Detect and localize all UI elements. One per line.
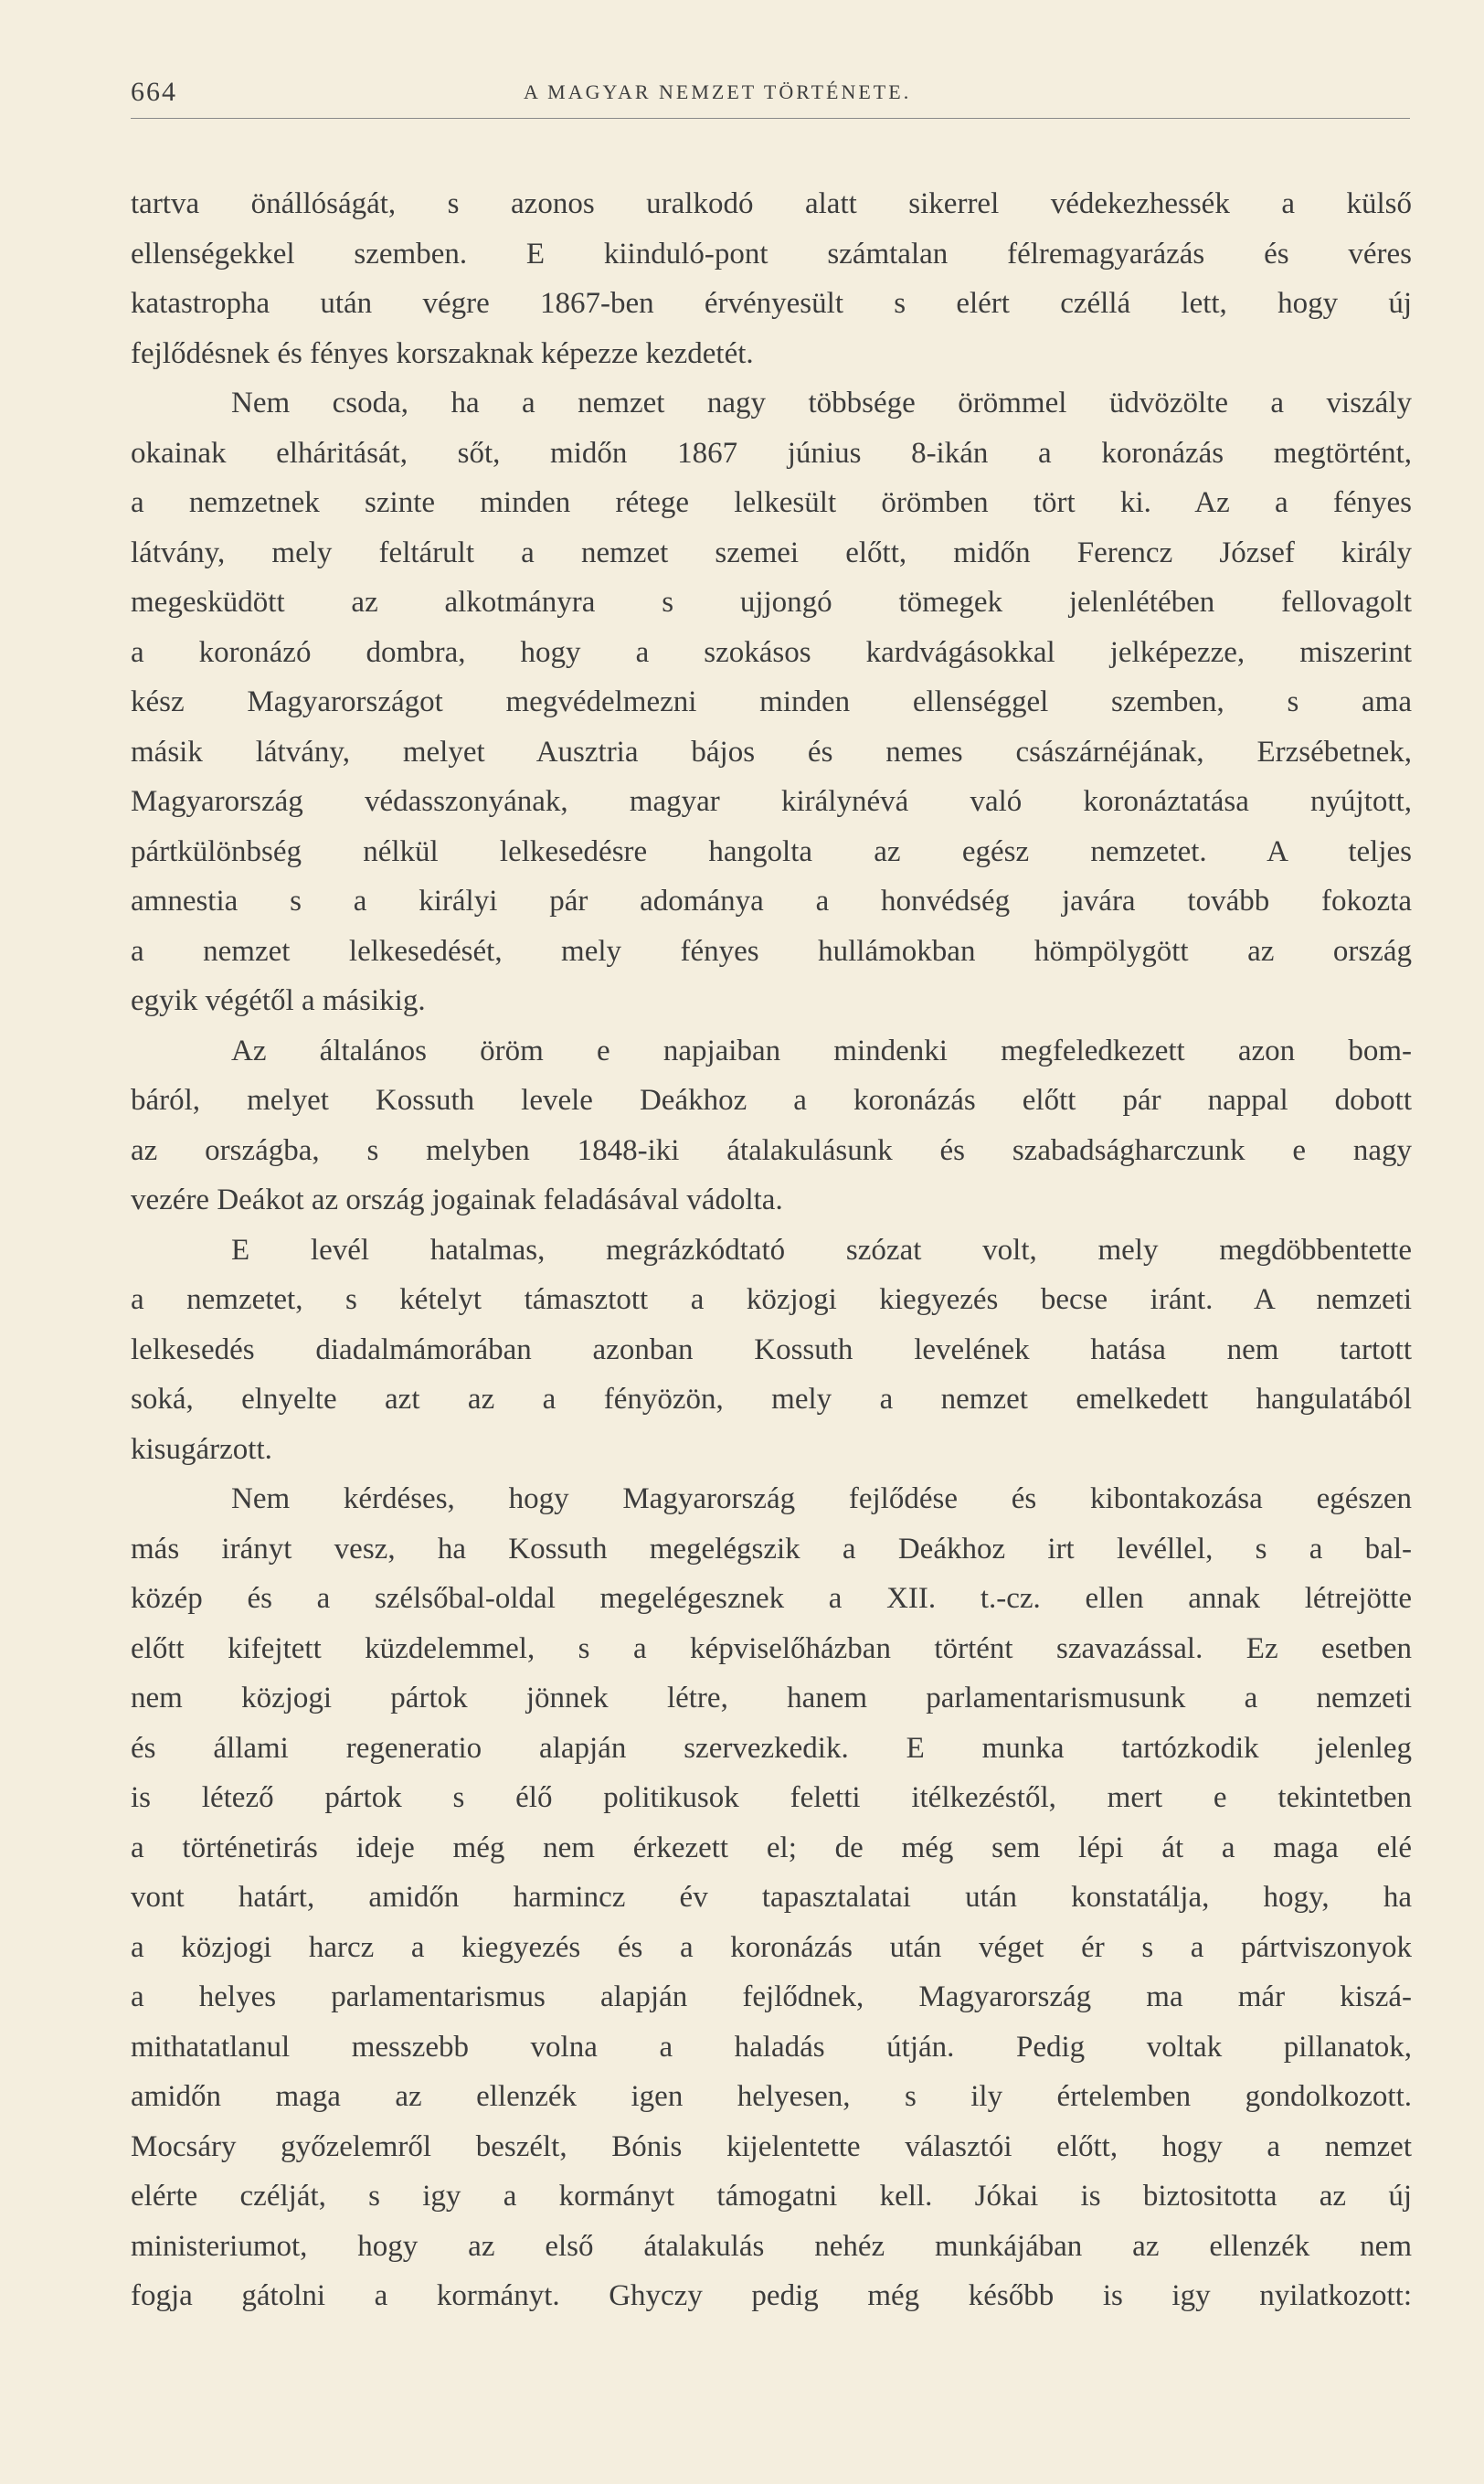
- text-line: ellenségekkel szemben. E kiinduló-pont számtalan félremagyarázás és véres: [131, 237, 1412, 271]
- text-line: is létező pártok s élő politikusok feletti itélkezéstől, mert e tekintetben: [131, 1781, 1412, 1814]
- text-line: Az általános öröm e napjaiban mindenki megfeledkezett azon bom-: [231, 1034, 1412, 1067]
- text-line: megesküdött az alkotmányra s ujjongó tömegek jelenlétében fellovagolt: [131, 586, 1412, 619]
- page-number: 664: [131, 77, 177, 107]
- text-line: a közjogi harcz a kiegyezés és a koronázás után véget ér s a pártviszonyok: [131, 1930, 1412, 1964]
- text-line: vezére Deákot az ország jogainak feladásával vádolta.: [131, 1184, 783, 1216]
- text-line: lelkesedés diadalmámorában azonban Kossuth levelének hatása nem tartott: [131, 1332, 1412, 1366]
- text-line: kész Magyarországot megvédelmezni minden ellenséggel szemben, s ama: [131, 685, 1412, 718]
- text-line: előtt kifejtett küzdelemmel, s a képviselőházban történt szavazással. Ez esetben: [131, 1631, 1412, 1665]
- text-line: fejlődésnek és fényes korszaknak képezze kezdetét.: [131, 336, 754, 370]
- text-line: Mocsáry győzelemről beszélt, Bónis kijelentette választói előtt, hogy a nemzet: [131, 2129, 1412, 2163]
- text-line: báról, melyet Kossuth levele Deákhoz a koronázás előtt pár nappal dobott: [131, 1084, 1412, 1117]
- text-line: a nemzet lelkesedését, mely fényes hullámokban hömpölygött az ország: [131, 934, 1412, 968]
- text-line: okainak elháritását, sőt, midőn 1867 június 8-ikán a koronázás megtörtént,: [131, 436, 1412, 470]
- text-line: Magyarország védasszonyának, magyar királynévá való koronáztatása nyújtott,: [131, 785, 1412, 818]
- text-line: a nemzetet, s kételyt támasztott a közjogi kiegyezés becse iránt. A nemzeti: [131, 1283, 1412, 1316]
- text-line: katastropha után végre 1867-ben érvényesült s elért czéllá lett, hogy új: [131, 287, 1412, 320]
- text-line: és állami regeneratio alapján szervezkedik. E munka tartózkodik jelenleg: [131, 1731, 1412, 1765]
- text-line: elérte czélját, s igy a kormányt támogatni kell. Jókai is biztositotta az új: [131, 2180, 1412, 2213]
- text-line: közép és a szélsőbal-oldal megelégesznek a XII. t.-cz. ellen annak létrejötte: [131, 1582, 1412, 1615]
- text-line: látvány, mely feltárult a nemzet szemei előtt, midőn Ferencz József király: [131, 536, 1412, 569]
- text-line: az országba, s melyben 1848-iki átalakulásunk és szabadságharczunk e nagy: [131, 1133, 1412, 1167]
- text-line: pártkülönbség nélkül lelkesedésre hangolta az egész nemzetet. A teljes: [131, 834, 1412, 868]
- text-line: amidőn maga az ellenzék igen helyesen, s ily értelemben gondolkozott.: [131, 2080, 1412, 2113]
- text-line: vont határt, amidőn harmincz év tapasztalatai után konstatálja, hogy, ha: [131, 1881, 1412, 1914]
- text-line: mithatatlanul messzebb volna a haladás útján. Pedig voltak pillanatok,: [131, 2030, 1412, 2064]
- text-line: E levél hatalmas, megrázkódtató szózat volt, mely megdöbbentette: [231, 1233, 1412, 1267]
- text-line: másik látvány, melyet Ausztria bájos és nemes császárnéjának, Erzsébetnek,: [131, 735, 1412, 769]
- text-line: fogja gátolni a kormányt. Ghyczy pedig még később is igy nyilatkozott:: [131, 2279, 1412, 2312]
- text-line: más irányt vesz, ha Kossuth megelégszik a Deákhoz irt levéllel, s a bal-: [131, 1532, 1412, 1566]
- text-line: a történetirás ideje még nem érkezett el; de még sem lépi át a maga elé: [131, 1831, 1412, 1864]
- header-rule: [131, 118, 1410, 119]
- text-line: a helyes parlamentarismus alapján fejlődnek, Magyarország ma már kiszá-: [131, 1980, 1412, 2013]
- text-line: amnestia s a királyi pár adománya a honvédség javára tovább fokozta: [131, 885, 1412, 918]
- text-line: Nem kérdéses, hogy Magyarország fejlődése és kibontakozása egészen: [231, 1482, 1412, 1515]
- text-line: ministeriumot, hogy az első átalakulás nehéz munkájában az ellenzék nem: [131, 2229, 1412, 2263]
- running-title: A MAGYAR NEMZET TÖRTÉNETE.: [524, 80, 912, 103]
- text-line: a nemzetnek szinte minden rétege lelkesült örömben tört ki. Az a fényes: [131, 486, 1412, 519]
- text-line: egyik végétől a másikig.: [131, 984, 426, 1017]
- text-line: Nem csoda, ha a nemzet nagy többsége örömmel üdvözölte a viszály: [231, 387, 1412, 419]
- text-line: kisugárzott.: [131, 1432, 272, 1466]
- text-line: tartva önállóságát, s azonos uralkodó alatt sikerrel védekezhessék a külső: [131, 187, 1412, 220]
- page-header: [131, 71, 1410, 117]
- text-line: a koronázó dombra, hogy a szokásos kardvágásokkal jelképezze, miszerint: [131, 635, 1412, 669]
- body-text: [131, 179, 1412, 2321]
- text-line: soká, elnyelte azt az a fényözön, mely a nemzet emelkedett hangulatából: [131, 1383, 1412, 1416]
- text-line: nem közjogi pártok jönnek létre, hanem parlamentarismusunk a nemzeti: [131, 1682, 1412, 1714]
